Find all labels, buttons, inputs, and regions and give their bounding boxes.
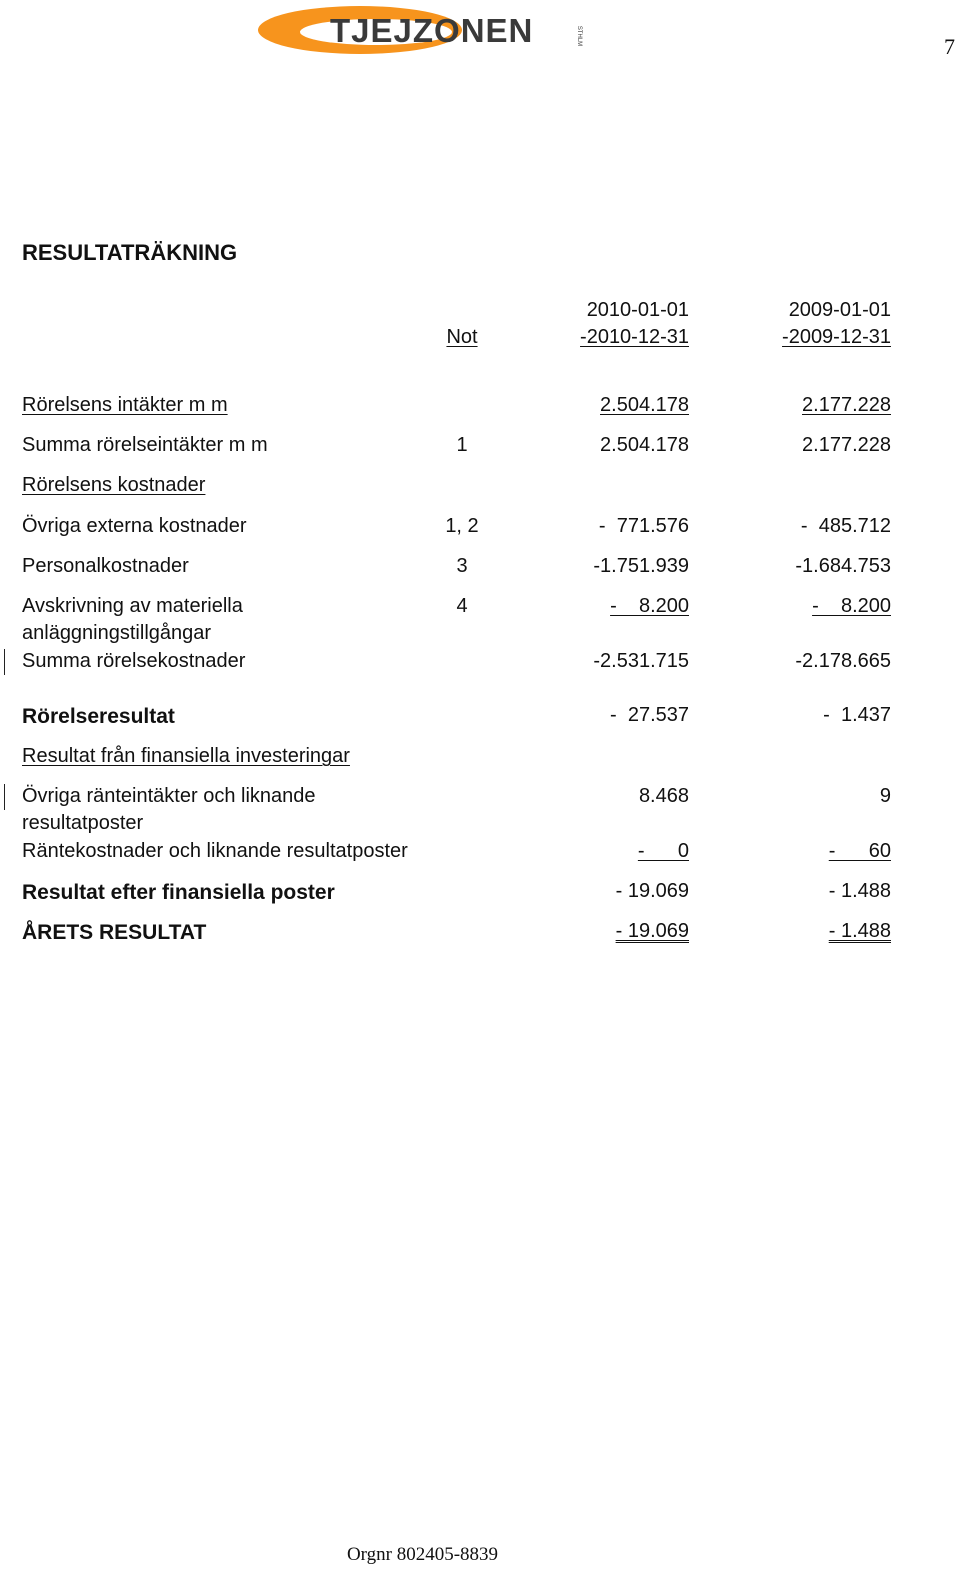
- row-value-2010: - 27.537: [610, 704, 689, 726]
- row-label-bold: ÅRETS RESULTAT: [22, 921, 207, 944]
- row-value-2009: -1.684.753: [795, 555, 891, 577]
- page-number: 7: [944, 34, 955, 59]
- row-value-2010: -2.531.715: [593, 650, 689, 672]
- row-label-continued: resultatposter: [22, 812, 144, 834]
- row-label: Övriga ränteintäkter och liknande: [22, 785, 316, 807]
- row-value-2010: 2.504.178: [600, 434, 689, 456]
- change-bar: [4, 784, 5, 810]
- row-value-2010: - 8.200: [610, 595, 689, 617]
- row-label: Räntekostnader och liknande resultatposter: [22, 840, 408, 862]
- row-label: Avskrivning av materiella: [22, 595, 243, 617]
- section-heading: Rörelsens kostnader: [22, 474, 206, 496]
- row-note: 1, 2: [445, 515, 479, 537]
- row-value-2009: 9: [879, 785, 891, 807]
- period-2009-start: 2009-01-01: [788, 299, 891, 321]
- row-label: Summa rörelseintäkter m m: [22, 434, 268, 456]
- row-label-continued: anläggningstillgångar: [22, 622, 212, 644]
- change-bar: [4, 649, 5, 675]
- row-note: 1: [456, 434, 468, 456]
- row-value-2009: 2.177.228: [802, 434, 891, 456]
- logo-subtext: STHLM: [576, 25, 582, 47]
- row-value-2010: 8.468: [638, 785, 689, 807]
- row-value-2009: -2.178.665: [795, 650, 891, 672]
- note-column-header: Not: [446, 326, 478, 348]
- row-value-2010: -1.751.939: [593, 555, 689, 577]
- row-value-2009: - 8.200: [812, 595, 891, 617]
- row-value-2009: - 485.712: [800, 515, 891, 537]
- org-number-footer: Orgnr 802405-8839: [346, 1544, 499, 1565]
- row-value-2009: - 60: [828, 840, 891, 862]
- row-label: Övriga externa kostnader: [22, 515, 247, 537]
- row-label: Personalkostnader: [22, 555, 189, 577]
- page-title: RESULTATRÄKNING: [22, 240, 238, 265]
- row-value-2009: - 1.437: [823, 704, 891, 726]
- row-value-2010: - 19.069: [615, 920, 689, 942]
- logo-text: TJEJZONEN: [330, 12, 534, 49]
- row-value-2009: - 1.488: [828, 880, 891, 902]
- row-value-2010: - 771.576: [598, 515, 689, 537]
- row-value-2010: 2.504.178: [600, 394, 689, 416]
- row-value-2009: - 1.488: [828, 920, 891, 942]
- row-label: Rörelsens intäkter m m: [22, 394, 228, 416]
- row-note: 4: [456, 595, 468, 617]
- tjejzonen-logo: [256, 2, 588, 56]
- period-2009-end: -2009-12-31: [782, 326, 891, 348]
- row-note: 3: [456, 555, 468, 577]
- period-2010-start: 2010-01-01: [586, 299, 689, 321]
- period-2010-end: -2010-12-31: [580, 326, 689, 348]
- row-value-2009: 2.177.228: [802, 394, 891, 416]
- row-label-bold: Rörelseresultat: [22, 705, 175, 728]
- section-heading: Resultat från finansiella investeringar: [22, 745, 350, 767]
- row-value-2010: - 0: [637, 840, 689, 862]
- row-value-2010: - 19.069: [615, 880, 689, 902]
- row-label-bold: Resultat efter finansiella poster: [22, 881, 335, 904]
- row-label: Summa rörelsekostnader: [22, 650, 246, 672]
